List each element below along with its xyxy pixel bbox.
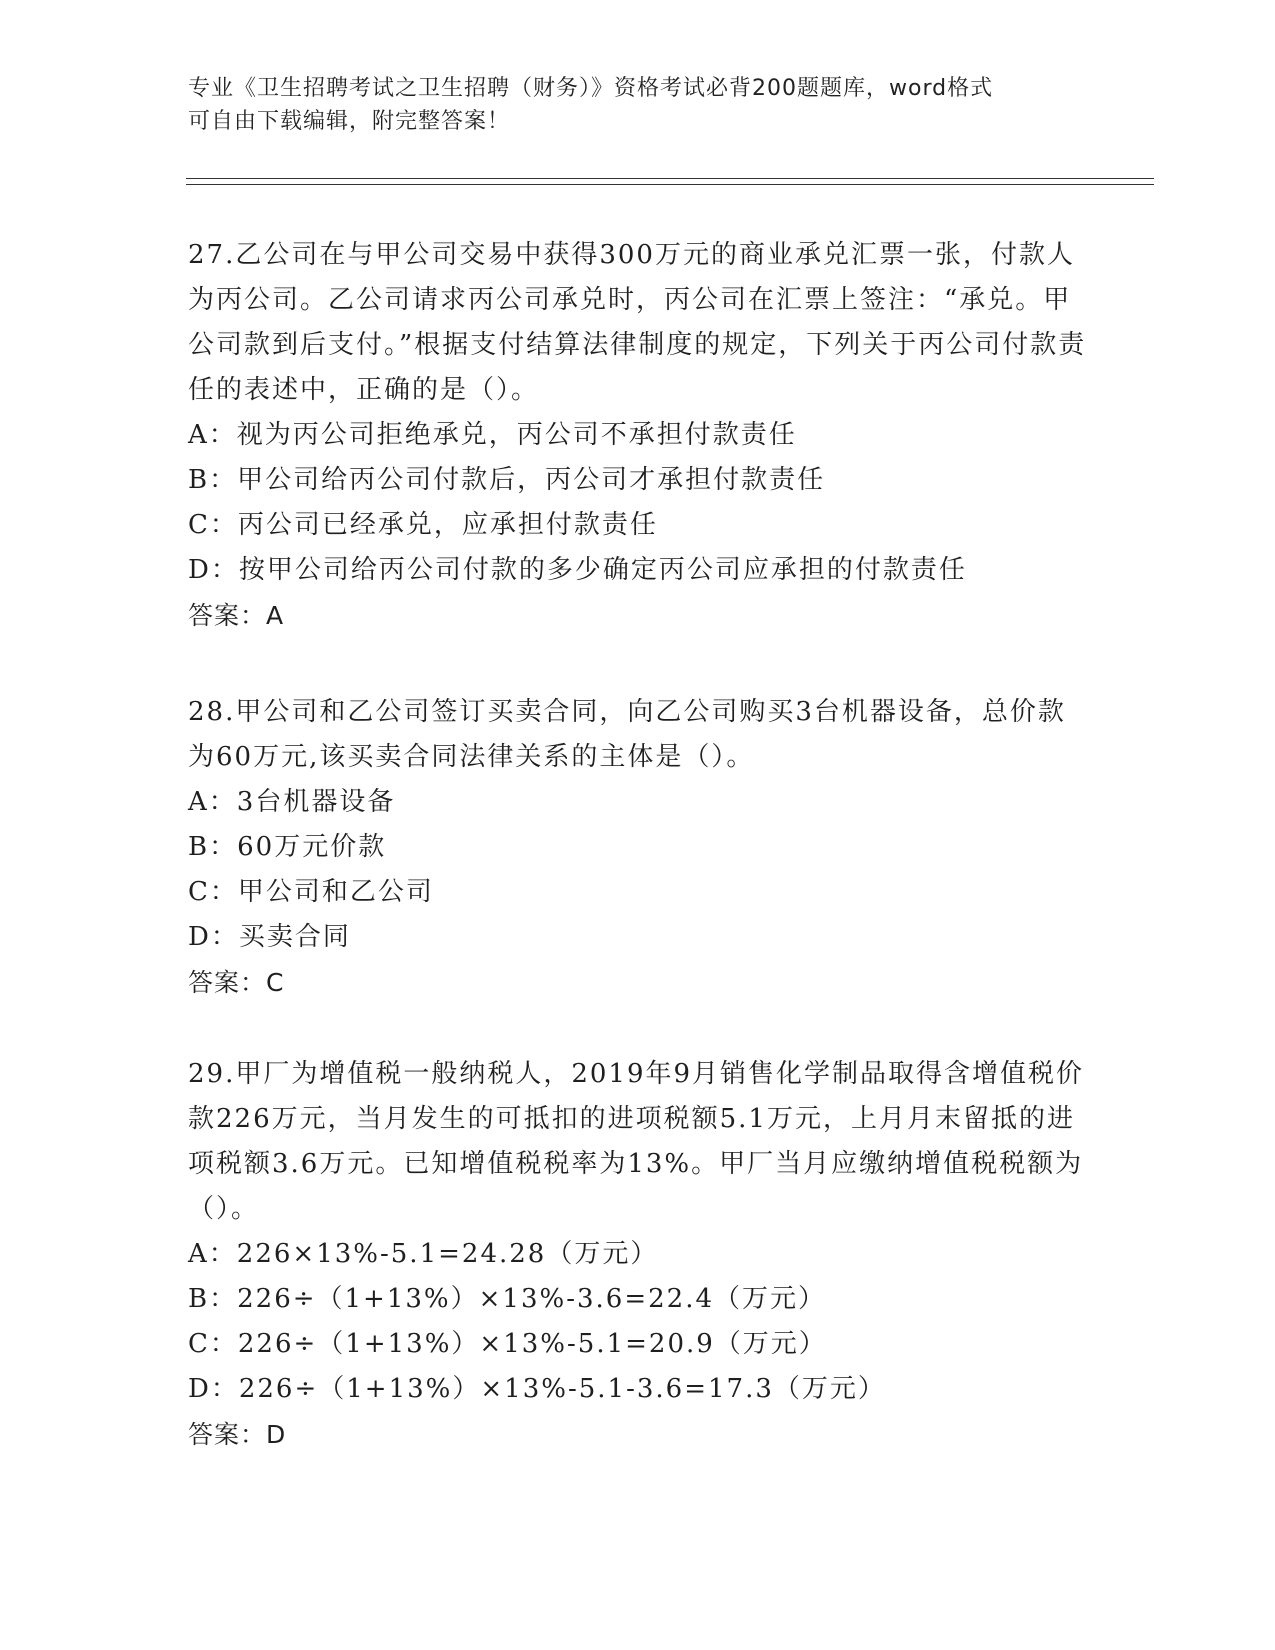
option-b: B：甲公司给丙公司付款后，丙公司才承担付款责任 [188,465,826,495]
option-a: A：226×13%-5.1=24.28（万元） [188,1239,659,1269]
answer-label: 答案：D [188,1420,287,1449]
header-line-2: 可自由下载编辑，附完整答案！ [188,109,511,134]
question-28 [188,690,1088,1005]
header-divider-top [186,178,1154,179]
option-d: D：226÷（1+13%）×13%-5.1-3.6=17.3（万元） [188,1374,886,1404]
option-a: A：视为丙公司拒绝承兑，丙公司不承担付款责任 [188,420,797,450]
option-c: C：甲公司和乙公司 [188,877,434,907]
option-d: D：买卖合同 [188,922,351,952]
question-29 [188,1052,1088,1457]
answer-label: 答案：C [188,968,285,997]
option-c: C：丙公司已经承兑，应承担付款责任 [188,510,658,540]
header-divider-bottom [186,184,1154,185]
document-header [188,72,1088,138]
answer-label: 答案：A [188,601,285,630]
header-line-1: 专业《卫生招聘考试之卫生招聘（财务）》资格考试必背200题题库，word格式 [188,76,994,101]
option-d: D：按甲公司给丙公司付款的多少确定丙公司应承担的付款责任 [188,555,967,585]
question-stem: 29.甲厂为增值税一般纳税人，2019年9月销售化学制品取得含增值税价款226万元，当月发生的可抵扣的进项税额5.1万元，上月月末留抵的进项税额3.6万元。已知增值税税率为13%。甲厂当月应缴纳增值税税额为（）。 [188,1059,1085,1224]
option-b: B：226÷（1+13%）×13%-3.6=22.4（万元） [188,1284,827,1314]
option-b: B：60万元价款 [188,832,387,862]
option-c: C：226÷（1+13%）×13%-5.1=20.9（万元） [188,1329,827,1359]
question-27 [188,233,1088,638]
option-a: A：3台机器设备 [188,787,396,817]
question-stem: 27.乙公司在与甲公司交易中获得300万元的商业承兑汇票一张，付款人为丙公司。乙公司请求丙公司承兑时，丙公司在汇票上签注：“承兑。甲公司款到后支付。”根据支付结算法律制度的规定，下列关于丙公司付款责任的表述中，正确的是（）。 [188,240,1087,405]
question-stem: 28.甲公司和乙公司签订买卖合同，向乙公司购买3台机器设备，总价款为60万元,该买卖合同法律关系的主体是（）。 [188,697,1066,772]
